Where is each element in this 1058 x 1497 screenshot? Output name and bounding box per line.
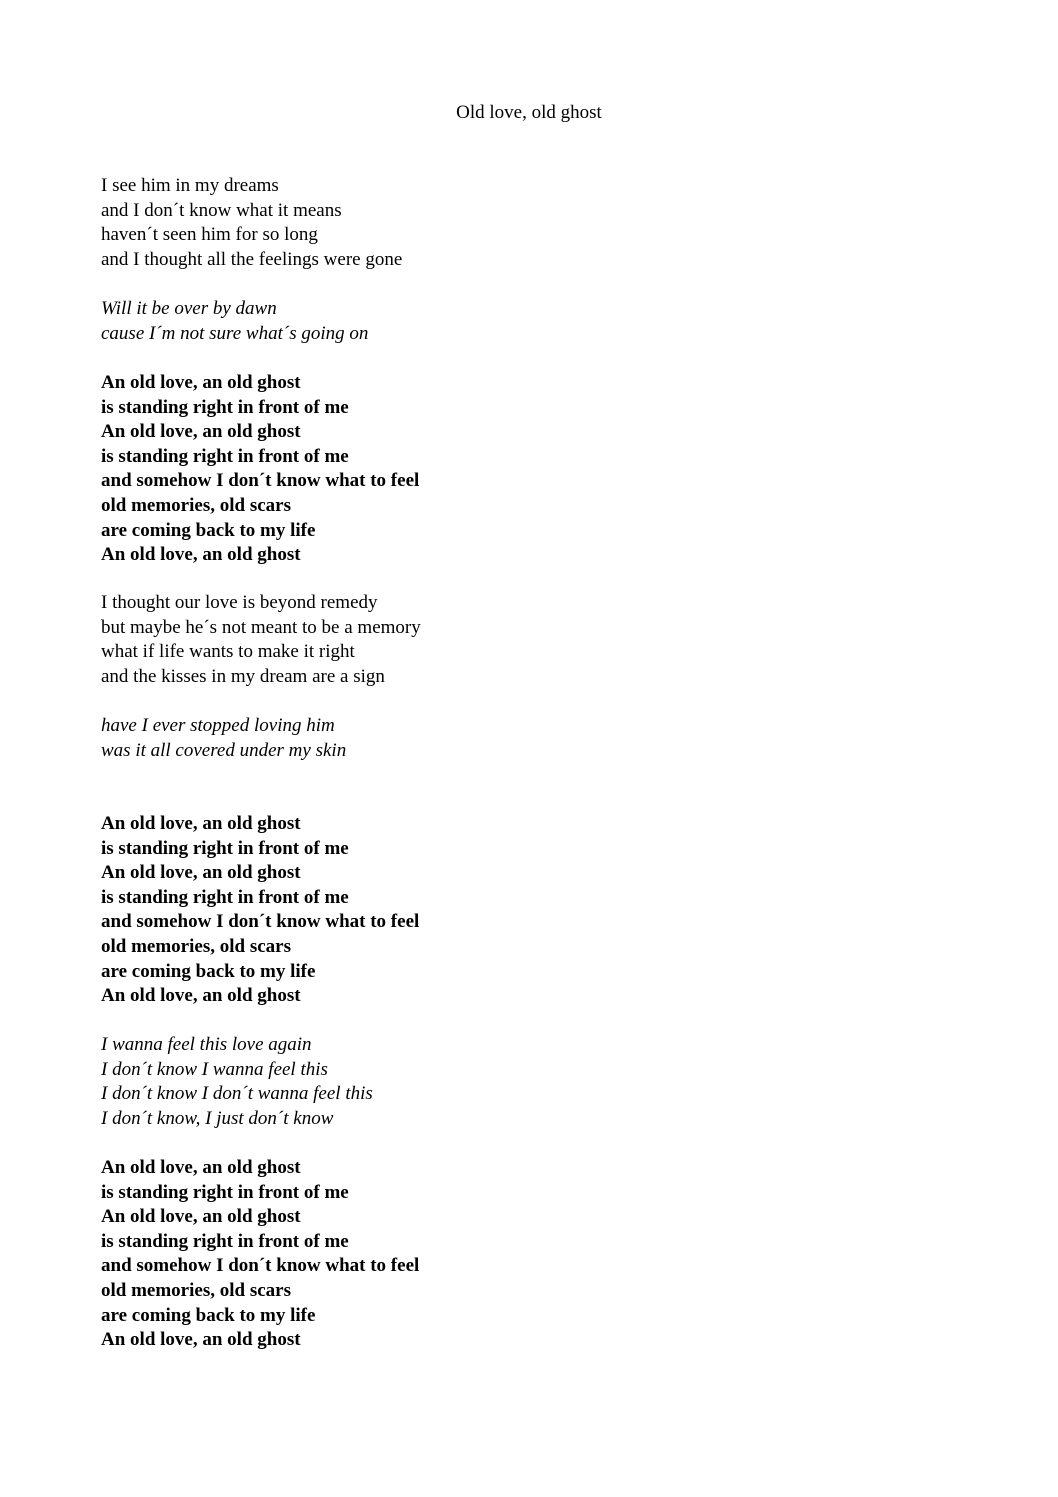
lyric-line: and the kisses in my dream are a sign <box>101 665 385 687</box>
verse-2 <box>101 591 621 689</box>
lyric-line: is standing right in front of me <box>101 1230 349 1252</box>
lyric-line: and I thought all the feelings were gone <box>101 248 403 270</box>
chorus-3 <box>101 1156 621 1353</box>
lyric-line: and somehow I don´t know what to feel <box>101 470 420 492</box>
lyric-line: An old love, an old ghost <box>101 421 301 443</box>
pre-chorus-1 <box>101 297 621 346</box>
lyric-line: I wanna feel this love again <box>101 1034 312 1055</box>
lyric-line: and somehow I don´t know what to feel <box>101 1255 420 1277</box>
lyric-line: but maybe he´s not meant to be a memory <box>101 616 421 638</box>
lyric-line: cause I´m not sure what´s going on <box>101 322 369 344</box>
lyric-line: what if life wants to make it right <box>101 641 355 663</box>
lyric-line: are coming back to my life <box>101 960 316 982</box>
lyric-line: old memories, old scars <box>101 1279 291 1301</box>
lyric-line: I thought our love is beyond remedy <box>101 592 378 613</box>
chorus-1 <box>101 371 621 568</box>
lyric-line: I don´t know I don´t wanna feel this <box>101 1083 373 1105</box>
lyric-line: is standing right in front of me <box>101 837 349 859</box>
lyric-line: old memories, old scars <box>101 935 291 957</box>
lyric-line: An old love, an old ghost <box>101 862 301 884</box>
bridge <box>101 1033 621 1131</box>
lyric-line: An old love, an old ghost <box>101 813 301 834</box>
lyric-line: An old love, an old ghost <box>101 544 301 566</box>
lyric-line: are coming back to my life <box>101 1304 316 1326</box>
lyric-line: I don´t know, I just don´t know <box>101 1107 334 1129</box>
lyric-line: old memories, old scars <box>101 494 291 516</box>
lyric-line: is standing right in front of me <box>101 1181 349 1203</box>
lyric-line: I see him in my dreams <box>101 175 279 196</box>
pre-chorus-2 <box>101 714 621 763</box>
lyric-line: is standing right in front of me <box>101 396 349 418</box>
lyric-line: An old love, an old ghost <box>101 1206 301 1228</box>
lyric-line: haven´t seen him for so long <box>101 224 318 246</box>
page-title <box>0 101 1058 126</box>
lyric-line: is standing right in front of me <box>101 886 349 908</box>
lyric-line: are coming back to my life <box>101 519 316 541</box>
lyric-line: have I ever stopped loving him <box>101 715 335 736</box>
lyric-line: is standing right in front of me <box>101 445 349 467</box>
lyric-line: An old love, an old ghost <box>101 372 301 393</box>
lyric-line: Will it be over by dawn <box>101 298 277 319</box>
verse-1 <box>101 174 621 272</box>
lyric-line: I don´t know I wanna feel this <box>101 1058 328 1080</box>
page-title-text: Old love, old ghost <box>456 102 602 123</box>
lyric-line: was it all covered under my skin <box>101 739 347 761</box>
lyric-line: and somehow I don´t know what to feel <box>101 911 420 933</box>
lyric-line: An old love, an old ghost <box>101 1157 301 1178</box>
lyric-line: An old love, an old ghost <box>101 1329 301 1351</box>
lyric-line: An old love, an old ghost <box>101 985 301 1007</box>
lyric-line: and I don´t know what it means <box>101 199 342 221</box>
chorus-2 <box>101 812 621 1009</box>
